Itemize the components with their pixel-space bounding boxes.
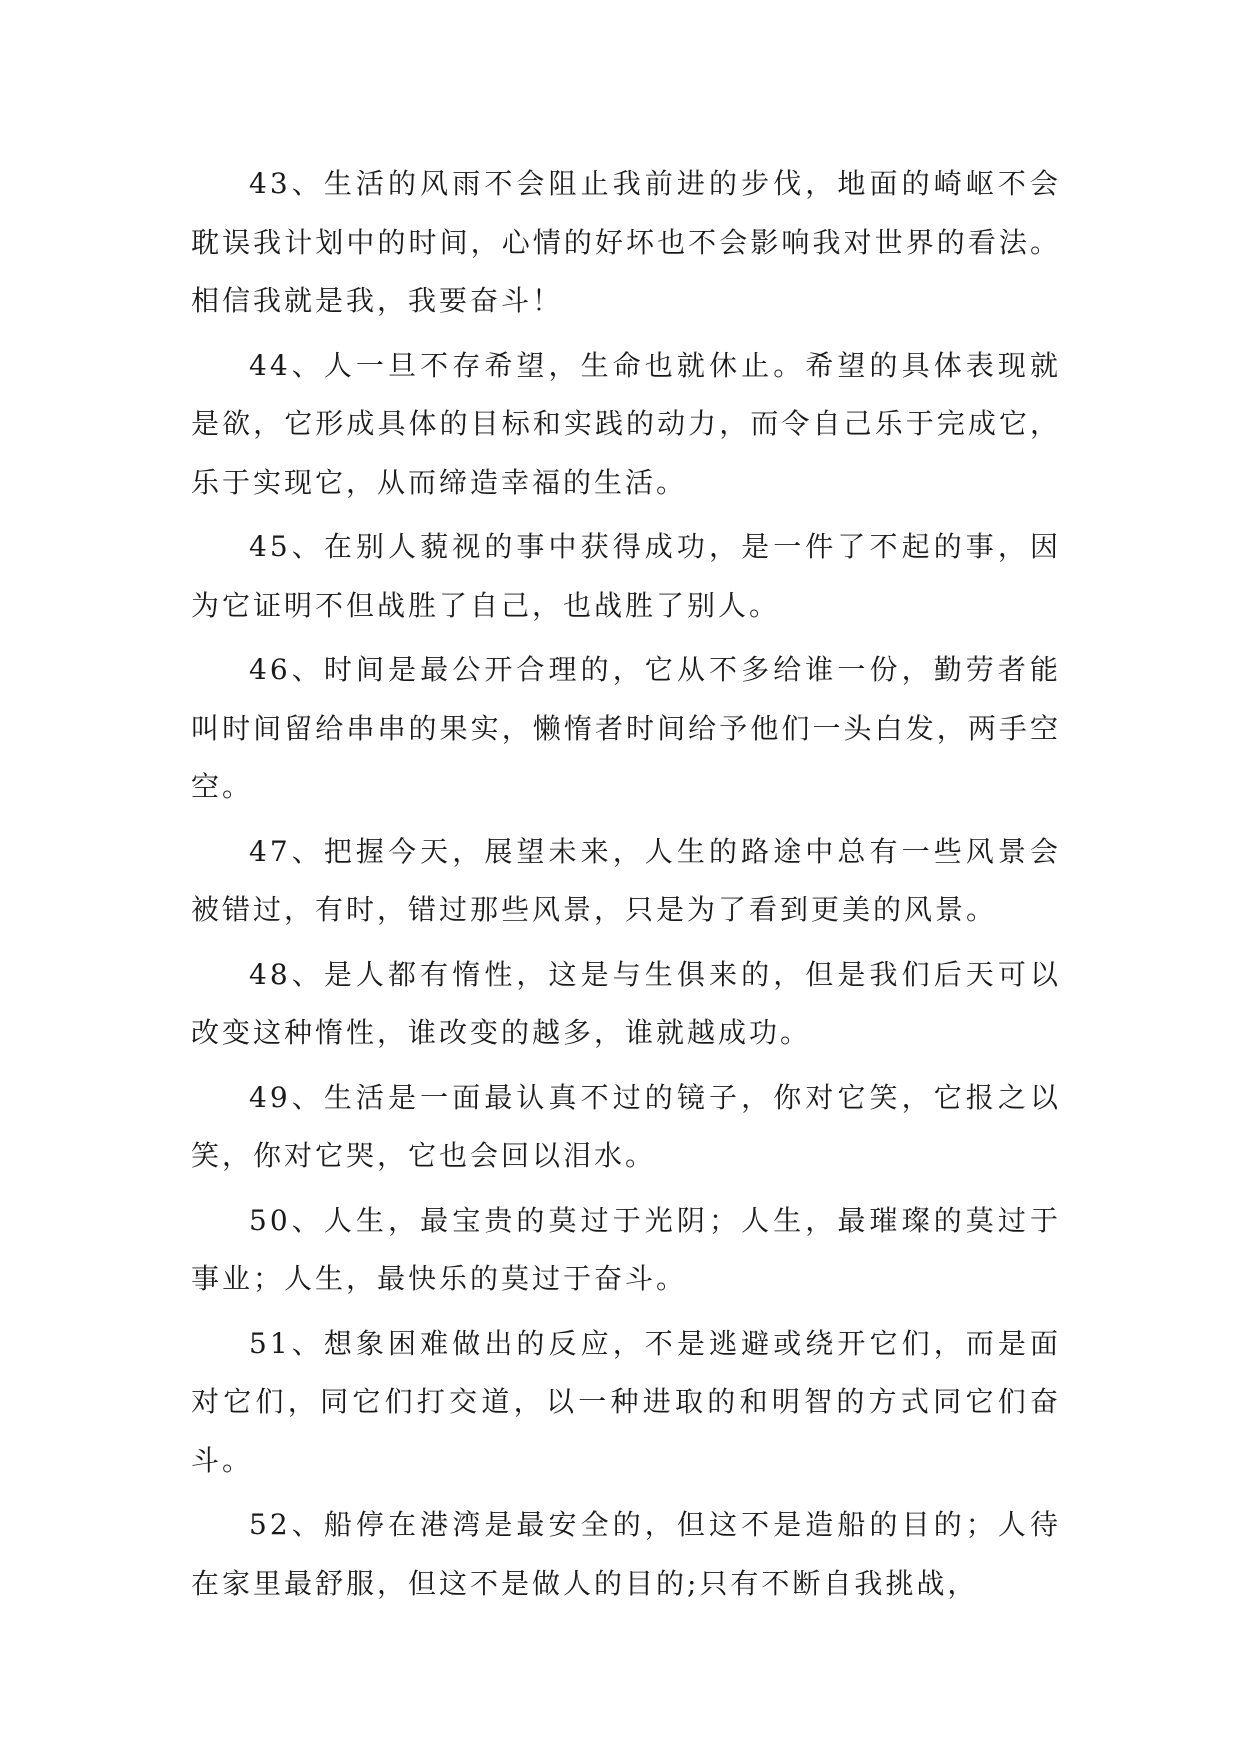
- paragraph-49: 49、生活是一面最认真不过的镜子，你对它笑，它报之以笑，你对它哭，它也会回以泪水。: [191, 1080, 1061, 1172]
- paragraph-47: 47、把握今天，展望未来，人生的路途中总有一些风景会被错过，有时，错过那些风景，只是为了看到更美的风景。: [191, 834, 1061, 926]
- paragraph-48: 48、是人都有惰性，这是与生俱来的，但是我们后天可以改变这种惰性，谁改变的越多，谁就越成功。: [191, 957, 1061, 1049]
- paragraph-45: 45、在别人藐视的事中获得成功，是一件了不起的事，因为它证明不但战胜了自己，也战胜了别人。: [191, 530, 1061, 622]
- paragraph-50: 50、人生，最宝贵的莫过于光阴；人生，最璀璨的莫过于事业；人生，最快乐的莫过于奋斗。: [191, 1203, 1061, 1295]
- paragraph-46: 46、时间是最公开合理的，它从不多给谁一份，勤劳者能叫时间留给串串的果实，懒惰者时间给予他们一头白发，两手空空。: [191, 653, 1061, 803]
- paragraph-43: 43、生活的风雨不会阻止我前进的步伐，地面的崎岖不会耽误我计划中的时间，心情的好坏也不会影响我对世界的看法。相信我就是我，我要奋斗！: [191, 167, 1061, 317]
- paragraph-44: 44、人一旦不存希望，生命也就休止。希望的具体表现就是欲，它形成具体的目标和实践的动力，而令自己乐于完成它，乐于实现它，从而缔造幸福的生活。: [191, 348, 1061, 499]
- paragraph-51: 51、想象困难做出的反应，不是逃避或绕开它们，而是面对它们，同它们打交道，以一种进取的和明智的方式同它们奋斗。: [191, 1326, 1061, 1477]
- document-body: [191, 155, 1061, 1619]
- paragraph-52: 52、船停在港湾是最安全的，但这不是造船的目的；人待在家里最舒服，但这不是做人的目的;只有不断自我挑战，: [191, 1508, 1061, 1600]
